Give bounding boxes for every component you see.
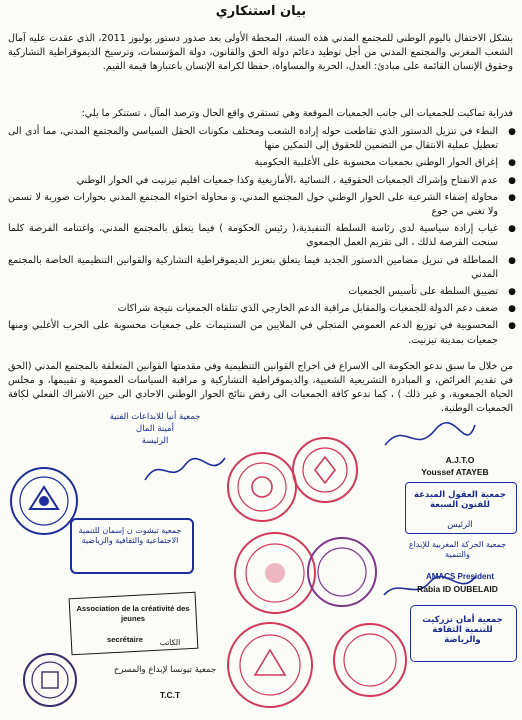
stamp-seal-icon bbox=[290, 435, 360, 505]
list-item: ● عدم الانفتاح وإشراك الجمعيات الحقوقية ، النسائية ،الأمازيغية وكذا جمعيات اقليم تيزنيت في الحوار الوطني bbox=[8, 174, 502, 188]
grievance-list bbox=[8, 125, 516, 351]
signature-role: AMACS President bbox=[425, 572, 494, 581]
bullet-icon: ● bbox=[508, 192, 516, 203]
bullet-icon: ● bbox=[508, 255, 516, 266]
signature-label: جمعية تيونسا لإبداع والمسرح bbox=[113, 665, 217, 675]
signature-role: أمينة المال bbox=[136, 424, 174, 434]
signature-label: جمعية العقول المبدعة للفنون السبعة bbox=[413, 490, 507, 510]
bullet-icon: ● bbox=[508, 175, 516, 186]
signature-role: الرئيسة bbox=[141, 436, 169, 446]
list-item: ● إغراق الحوار الوطني بجمعيات محسوبة على الأغلبية الحكومية bbox=[8, 156, 502, 170]
list-item: ● غياب إرادة سياسية لدى رئاسة السلطة التنفيذية،( رئيس الحكومة ) فيما يتعلق بالمجتمع المدني، واغتنامه الفرصة كلما سنحت الفرصة لذلك ، الى تقزيم العمل الجمعوي bbox=[8, 223, 516, 249]
stamp-seal-icon bbox=[305, 535, 379, 609]
stamp-seal-icon bbox=[225, 620, 315, 710]
statement-lead: فدراية تماكيت للجمعيات الى جانب الجمعيات الموقعة وهي تستقري واقع الحال وترصد المآل ، تستنكر ما يلي: bbox=[81, 107, 513, 119]
closing-paragraph: من خلال ما سبق ندعو الحكومة الى الاسراع في اخراج القوانين التنظيمية وفي مقدمتها القوانين المتعلقة بالمجتمع المدني (الحق في تقديم العرائض، و المبادرة التشريعية الشعبية، والديموقراطية التشاركية و مراقبة السياسات العمومية و تقييمها، و مجلس الحياة الجمعوية، و غير ذلك ) ، كما ندعو كافة الجمعيات الى رفض نتائج الحوار الوطني الاحادي الى حين الاشراك الفعلي لكافة الجمعيات الوطنية. bbox=[8, 360, 513, 415]
bullet-icon: ● bbox=[508, 158, 516, 169]
signature-name: Youssef ATAYEB bbox=[421, 467, 489, 477]
bullet-icon: ● bbox=[508, 287, 516, 298]
bullet-icon: ● bbox=[508, 304, 516, 315]
signature-label: Association de la créativité des jeunes bbox=[76, 604, 190, 623]
signature-label: A.J.T.O bbox=[445, 455, 475, 465]
signature-scribble-icon bbox=[380, 420, 480, 460]
signature-scribble-icon bbox=[140, 450, 230, 490]
signature-role: الكاتب bbox=[159, 638, 181, 647]
list-item: ● محاولة إضفاء الشرعية على الحوار الوطني حول المجتمع المدني، و محاولة احتواء المجتمع المدني بحوارات صورية لا تسمن ولا تغني من جوع bbox=[8, 191, 516, 218]
signature-area bbox=[0, 410, 522, 720]
signature-label: جمعية أمان تزركيت للتنمية الثقافة والرياضة bbox=[422, 615, 503, 645]
signature-label: جمعية تيشوت ن إسمان للتنمية الاجتماعية والثقافية والرياضية bbox=[78, 526, 182, 545]
bullet-icon: ● bbox=[508, 224, 516, 235]
list-item: ● تضييق السلطة على تأسيس الجمعيات bbox=[8, 285, 502, 299]
intro-paragraph: بشكل الاحتفال باليوم الوطني للمجتمع المدني هذه السنة، المحطة الأولى بعد صدور دستور يوليوز 2011، الذي عقدت عليه آمال الشعب المغربي والمجتمع المدني من أجل توطيد دعائم دولة الحق والقانون، دولة المؤسسات، وترسيخ الديموقراطية التشاركية وحقوق الإنسان القائمة على مبادئ: العدل، الحرية والمساواة، حفظا لكرامة الإنسان باعتبارها قيمة القيم. bbox=[8, 32, 513, 72]
stamp-seal-icon bbox=[20, 650, 80, 710]
stamp-seal-icon bbox=[330, 620, 410, 700]
list-item: ● ضعف دعم الدولة للجمعيات والمقابل مراقبة الدعم الخارجي الذي تتلقاه الجمعيات نتيجة شراكات bbox=[8, 302, 502, 316]
signature-role: T.C.T bbox=[159, 690, 181, 700]
signature-name: Rabia ID OUBELAID bbox=[417, 584, 498, 594]
list-item: ● المحسوبية في توزيع الدعم العمومي المتجلي في الملايين من السنتيمات على جمعيات محسوبة على الحزب الأغلبي ومنها جمعيات بمدينة تيزنيت. bbox=[8, 320, 516, 346]
list-item: ● البطء في تنزيل الدستور الذي تقاطعت حوله إرادة الشعب ومختلف مكونات الحقل السياسي والمجتمع المدني، مما أدى الى تعطيل عملية الانتقال من التضمين للحقوق إلى التمكين منها bbox=[8, 126, 516, 152]
bullet-icon: ● bbox=[508, 127, 516, 137]
document-title: بيان استنكاري bbox=[215, 4, 307, 19]
list-item: ● المماطلة في تنزيل مضامين الدستور الجديد فيما يتعلق بتعزيز الديموقراطية التشاركية والقوانين التنظيمية الخاصة بالمجتمع المدني bbox=[8, 254, 516, 280]
signature-label: جمعية الحركة المغربية للإبداع والتنمية bbox=[408, 540, 507, 559]
bullet-icon: ● bbox=[508, 321, 516, 332]
signature-role: secrétaire bbox=[107, 635, 143, 644]
signature-role: الرئيس bbox=[447, 520, 473, 530]
stamp-seal-icon bbox=[225, 450, 299, 524]
signature-label: جمعية أنيا للابداعات الفنية bbox=[109, 412, 201, 422]
